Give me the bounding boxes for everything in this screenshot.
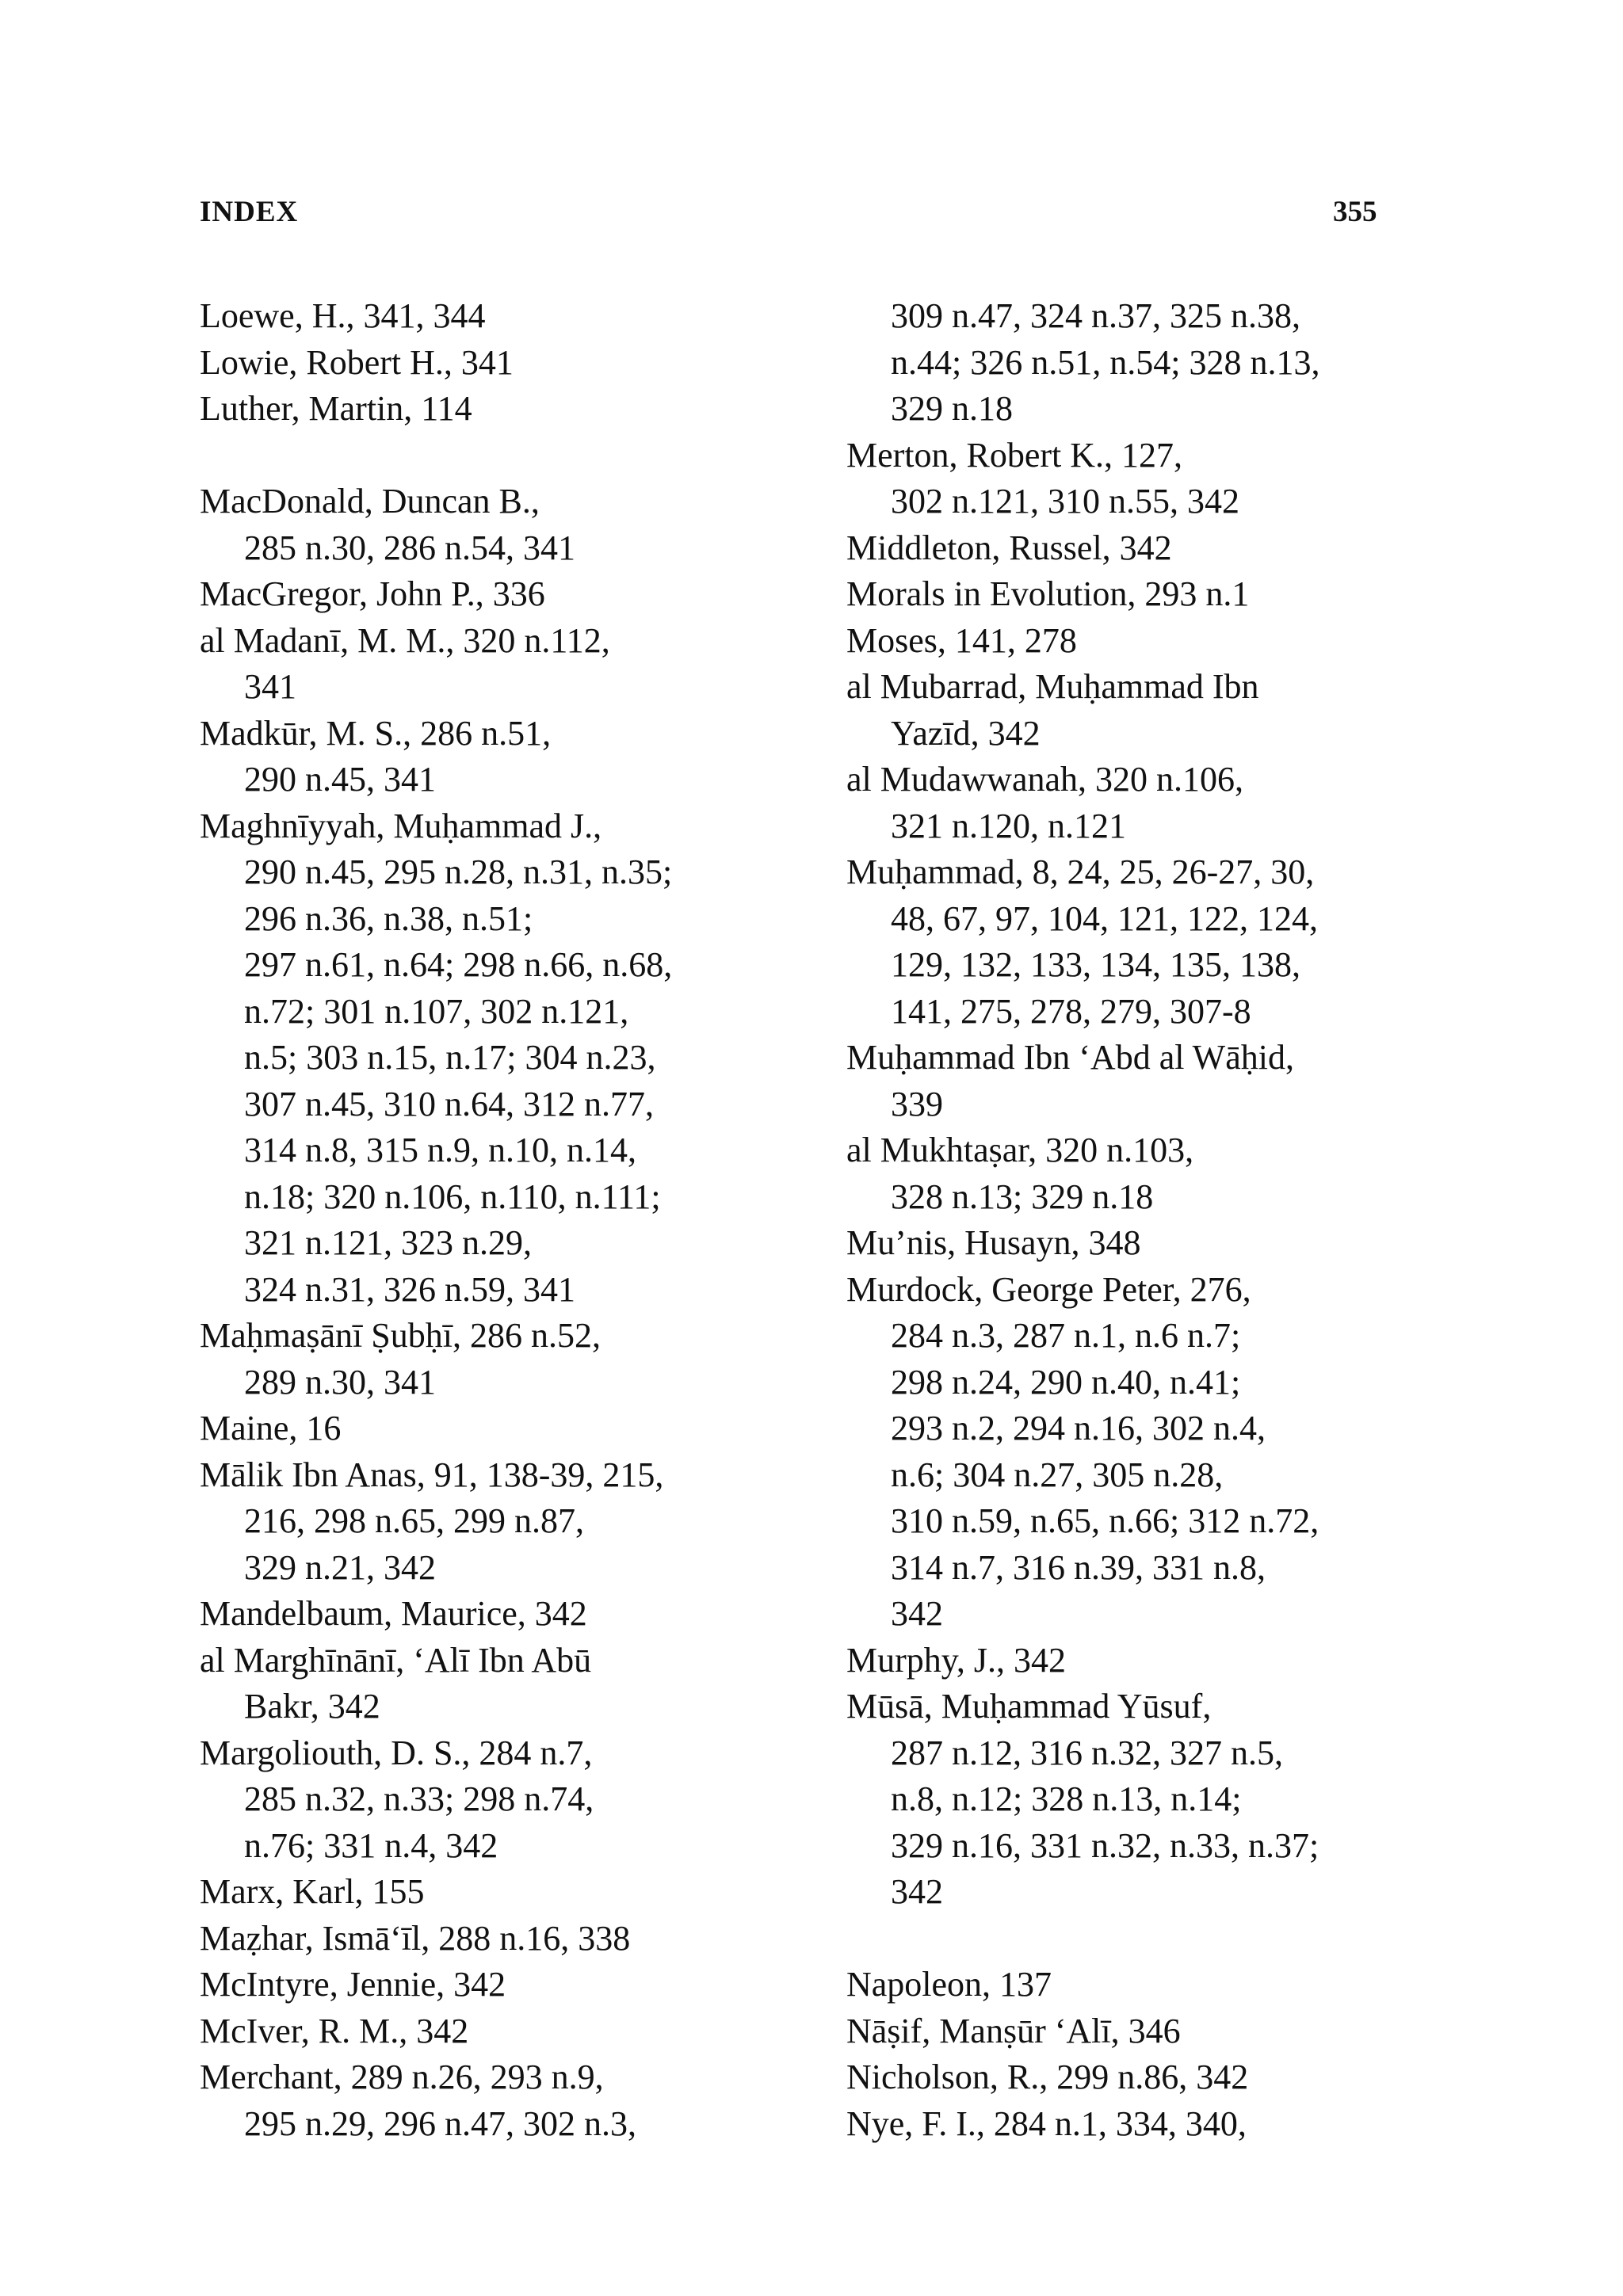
index-subline: 290 n.45, 341 [244, 760, 436, 799]
index-subline: 287 n.12, 316 n.32, 327 n.5, [891, 1733, 1283, 1772]
index-entry: al Mubarrad, Muḥammad Ibn [846, 667, 1259, 706]
index-subline: 324 n.31, 326 n.59, 341 [244, 1269, 575, 1309]
index-entry: Madkūr, M. S., 286 n.51, [200, 713, 552, 753]
index-entry: Nicholson, R., 299 n.86, 342 [846, 2058, 1249, 2096]
index-subline: 342 [891, 1594, 943, 1633]
index-entry: McIntyre, Jennie, 342 [200, 1965, 506, 2004]
index-subline: 290 n.45, 295 n.28, n.31, n.35; [244, 852, 673, 891]
index-entry: Middleton, Russel, 342 [846, 528, 1172, 567]
index-entry: Lowie, Robert H., 341 [200, 342, 514, 382]
index-subline: 298 n.24, 290 n.40, n.41; [891, 1362, 1241, 1402]
index-subline: 129, 132, 133, 134, 135, 138, [891, 945, 1300, 984]
index-entry: Muḥammad, 8, 24, 25, 26-27, 30, [846, 852, 1315, 891]
index-entry: Nye, F. I., 284 n.1, 334, 340, [846, 2103, 1247, 2143]
index-entry: Margoliouth, D. S., 284 n.7, [200, 1733, 593, 1772]
index-column-right [846, 293, 1449, 2147]
index-entry: Maḥmaṣānī Ṣubḥī, 286 n.52, [200, 1316, 601, 1355]
index-subline: 285 n.30, 286 n.54, 341 [244, 528, 575, 567]
index-subline: 309 n.47, 324 n.37, 325 n.38, [891, 296, 1300, 335]
index-entry: Morals in Evolution, 293 n.1 [846, 574, 1250, 613]
index-entry: Luther, Martin, 114 [200, 389, 472, 428]
index-subline: 141, 275, 278, 279, 307-8 [891, 991, 1251, 1031]
index-subline: n.8, n.12; 328 n.13, n.14; [891, 1779, 1242, 1818]
index-entry: Napoleon, 137 [846, 1965, 1052, 2004]
index-entry: al Mukhtaṣar, 320 n.103, [846, 1131, 1194, 1169]
index-subline: 329 n.18 [891, 389, 1013, 428]
index-entry: Marx, Karl, 155 [200, 1872, 425, 1911]
index-entry: Merton, Robert K., 127, [846, 435, 1183, 475]
index-entry: Loewe, H., 341, 344 [200, 296, 486, 335]
index-subline: n.5; 303 n.15, n.17; 304 n.23, [244, 1038, 656, 1077]
index-subline: 296 n.36, n.38, n.51; [244, 898, 533, 938]
index-entry: Merchant, 289 n.26, 293 n.9, [200, 2058, 604, 2096]
index-subline: 314 n.8, 315 n.9, n.10, n.14, [244, 1131, 636, 1169]
index-subline: n.6; 304 n.27, 305 n.28, [891, 1455, 1224, 1494]
index-subline: 295 n.29, 296 n.47, 302 n.3, [244, 2103, 636, 2143]
index-subline: 285 n.32, n.33; 298 n.74, [244, 1779, 594, 1818]
index-subline: 289 n.30, 341 [244, 1362, 436, 1402]
index-subline: 329 n.16, 331 n.32, n.33, n.37; [891, 1825, 1319, 1865]
index-entry: al Mudawwanah, 320 n.106, [846, 760, 1244, 799]
index-entry: Maine, 16 [200, 1409, 342, 1447]
index-entry: Murdock, George Peter, 276, [846, 1269, 1251, 1309]
index-entry: al Marghīnānī, ‘Alī Ibn Abū [200, 1640, 592, 1680]
index-subline: 321 n.121, 323 n.29, [244, 1223, 532, 1262]
index-subline: 314 n.7, 316 n.39, 331 n.8, [891, 1547, 1266, 1587]
index-subline: 339 [891, 1084, 943, 1123]
index-entry: Mandelbaum, Maurice, 342 [200, 1594, 587, 1633]
section-gap [846, 1916, 1449, 1962]
index-entry: Maẓhar, Ismā‘īl, 288 n.16, 338 [200, 1918, 631, 1958]
index-subline: 328 n.13; 329 n.18 [891, 1177, 1154, 1216]
index-subline: 307 n.45, 310 n.64, 312 n.77, [244, 1084, 654, 1123]
index-entry: Mālik Ibn Anas, 91, 138-39, 215, [200, 1455, 664, 1494]
index-entry: al Madanī, M. M., 320 n.112, [200, 620, 610, 660]
index-subline: Yazīd, 342 [891, 713, 1041, 753]
index-subline: 302 n.121, 310 n.55, 342 [891, 482, 1239, 521]
index-subline: n.18; 320 n.106, n.110, n.111; [244, 1177, 661, 1216]
index-subline: n.72; 301 n.107, 302 n.121, [244, 991, 629, 1031]
index-entry: Murphy, J., 342 [846, 1640, 1067, 1680]
index-subline: 321 n.120, n.121 [891, 806, 1126, 845]
index-subline: 216, 298 n.65, 299 n.87, [244, 1501, 584, 1540]
index-entry: Muḥammad Ibn ‘Abd al Wāḥid, [846, 1038, 1294, 1077]
running-head: INDEX [200, 196, 299, 228]
index-entry: Moses, 141, 278 [846, 620, 1077, 660]
index-subline: n.76; 331 n.4, 342 [244, 1825, 498, 1865]
index-entry: Nāṣif, Manṣūr ‘Alī, 346 [846, 2011, 1181, 2050]
index-subline: 341 [244, 667, 296, 706]
index-subline: 342 [891, 1872, 943, 1911]
page-number: 355 [1333, 196, 1377, 228]
index-entry: Mūsā, Muḥammad Yūsuf, [846, 1687, 1212, 1726]
index-subline: Bakr, 342 [244, 1687, 380, 1726]
index-subline: 310 n.59, n.65, n.66; 312 n.72, [891, 1501, 1319, 1540]
section-gap [200, 433, 818, 479]
index-entry: MacDonald, Duncan B., [200, 482, 540, 521]
index-entry: Mu’nis, Husayn, 348 [846, 1223, 1141, 1262]
index-subline: 297 n.61, n.64; 298 n.66, n.68, [244, 945, 673, 984]
index-subline: n.44; 326 n.51, n.54; 328 n.13, [891, 342, 1320, 382]
index-entry: Maghnīyyah, Muḥammad J., [200, 806, 602, 845]
index-subline: 293 n.2, 294 n.16, 302 n.4, [891, 1409, 1266, 1447]
index-subline: 284 n.3, 287 n.1, n.6 n.7; [891, 1316, 1241, 1355]
index-subline: 48, 67, 97, 104, 121, 122, 124, [891, 898, 1318, 938]
index-entry: McIver, R. M., 342 [200, 2011, 469, 2050]
index-entry: MacGregor, John P., 336 [200, 574, 545, 613]
index-subline: 329 n.21, 342 [244, 1547, 436, 1587]
index-column-left [200, 293, 818, 2147]
